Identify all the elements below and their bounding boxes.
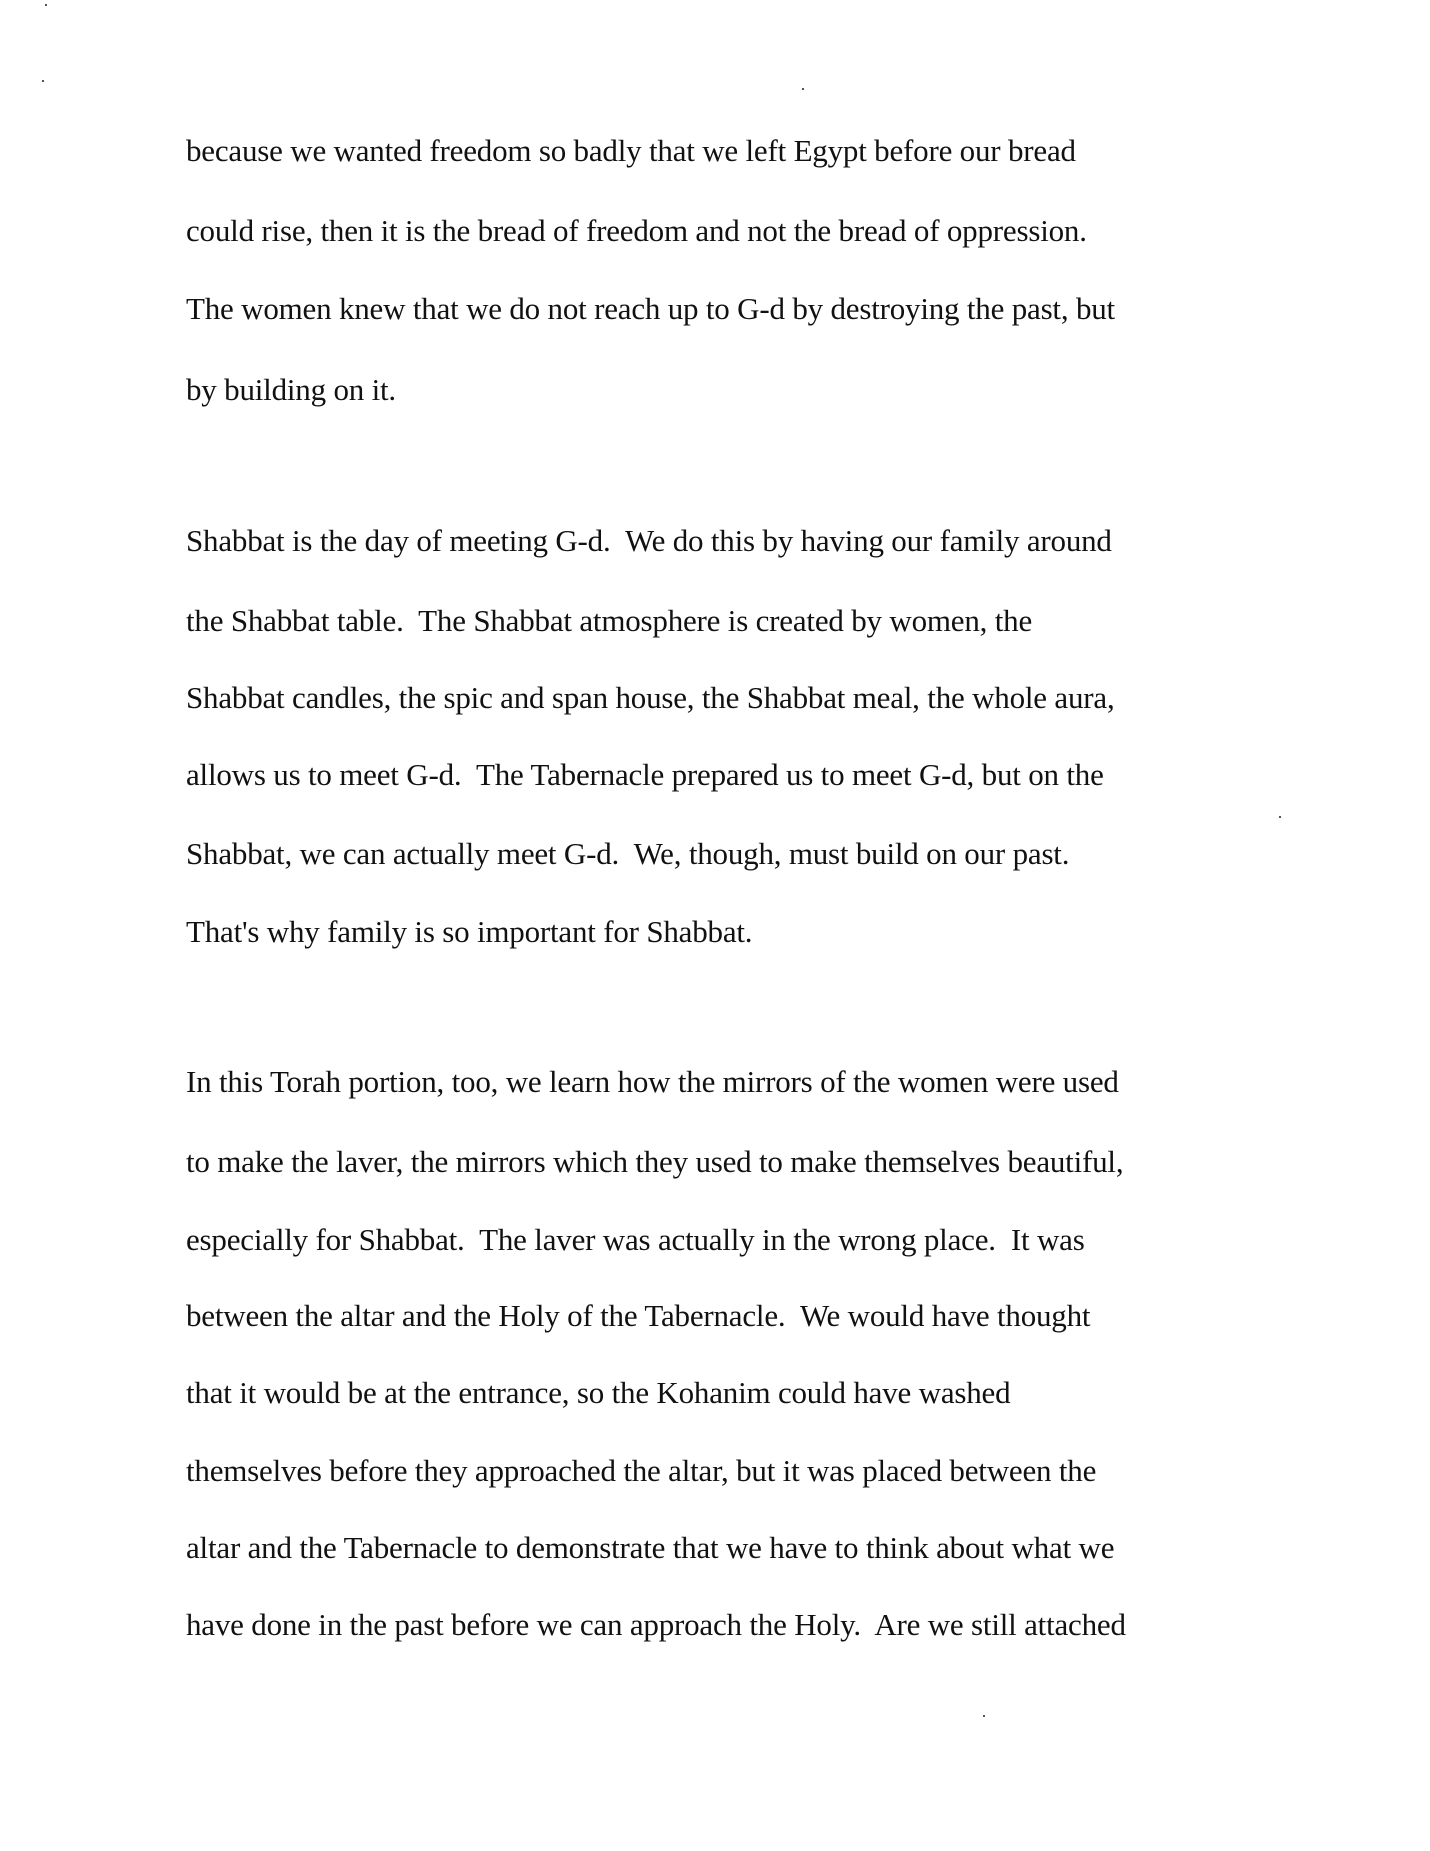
paragraph-line: In this Torah portion, too, we learn how the mirrors of the women were used bbox=[186, 1064, 1119, 1099]
paragraph-line: have done in the past before we can approach the Holy. Are we still attached bbox=[186, 1607, 1126, 1642]
scan-speck bbox=[802, 88, 804, 90]
paragraph-line: the Shabbat table. The Shabbat atmosphere is created by women, the bbox=[186, 603, 1033, 638]
paragraph-line: altar and the Tabernacle to demonstrate that we have to think about what we bbox=[186, 1530, 1115, 1565]
paragraph-line: could rise, then it is the bread of freedom and not the bread of oppression. bbox=[186, 213, 1087, 248]
paragraph-line: to make the laver, the mirrors which they used to make themselves beautiful, bbox=[186, 1144, 1124, 1179]
paragraph-line: between the altar and the Holy of the Tabernacle. We would have thought bbox=[186, 1298, 1091, 1333]
paragraph-line: Shabbat candles, the spic and span house, the Shabbat meal, the whole aura, bbox=[186, 680, 1115, 715]
scan-speck bbox=[42, 80, 44, 82]
paragraph-line: especially for Shabbat. The laver was actually in the wrong place. It was bbox=[186, 1222, 1085, 1257]
paragraph-line: because we wanted freedom so badly that we left Egypt before our bread bbox=[186, 133, 1076, 168]
scan-speck bbox=[1279, 816, 1281, 818]
paragraph-line: Shabbat is the day of meeting G-d. We do this by having our family around bbox=[186, 523, 1112, 558]
scan-speck bbox=[983, 1715, 985, 1717]
paragraph-line: by building on it. bbox=[186, 372, 396, 407]
paragraph-line: The women knew that we do not reach up to G-d by destroying the past, but bbox=[186, 291, 1115, 326]
paragraph-line: that it would be at the entrance, so the Kohanim could have washed bbox=[186, 1375, 1011, 1410]
paragraph-line: That's why family is so important for Shabbat. bbox=[186, 914, 753, 949]
paragraph-line: allows us to meet G-d. The Tabernacle prepared us to meet G-d, but on the bbox=[186, 757, 1104, 792]
paragraph-line: themselves before they approached the altar, but it was placed between the bbox=[186, 1453, 1097, 1488]
paragraph-line: Shabbat, we can actually meet G-d. We, though, must build on our past. bbox=[186, 836, 1070, 871]
scan-speck bbox=[45, 4, 47, 6]
